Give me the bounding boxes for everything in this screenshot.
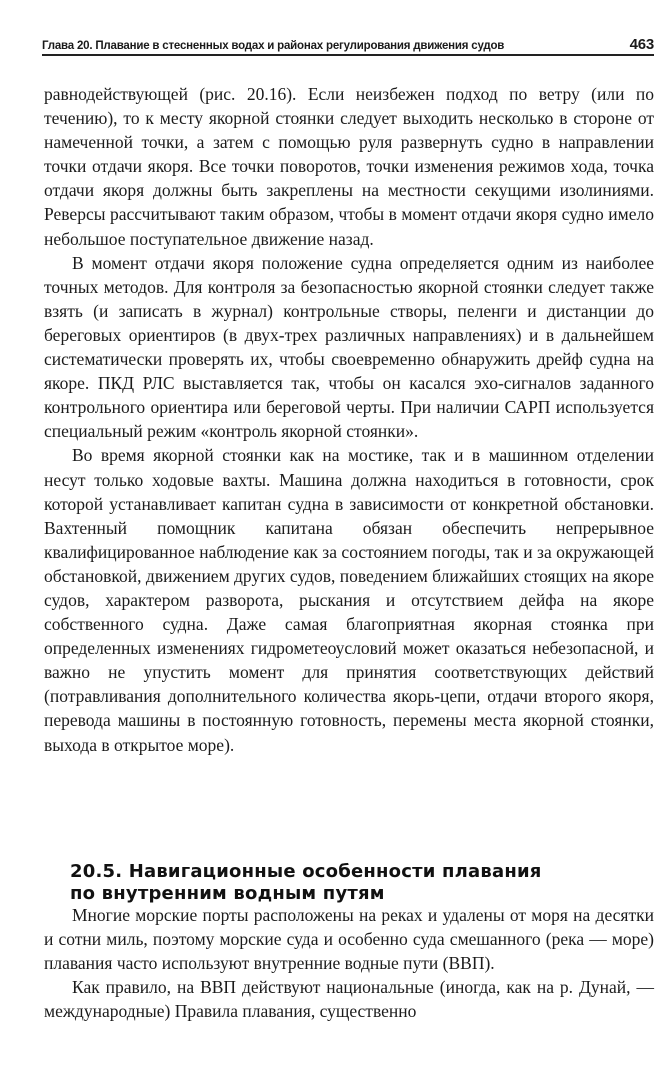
text-block-top bbox=[44, 82, 654, 757]
header-rule bbox=[42, 54, 654, 56]
paragraph-3: Во время якорной стоянки как на мостике, так и в машинном отделении несут только ходовые вахты. Машина должна находиться в готовности, срок которой устанавливает капитан судна в зависимости от конкретной обстановки. Вахтенный помощник капитана обязан обеспечить непрерывное квалифицированное наблюдение как за состоянием погоды, так и за окружающей обстановкой, движением других судов, поведением ближайших стоящих на якоре судов, характером разворота, рыскания и отсутствием дейфа на якоре собственного судна. Даже самая благоприятная якорная стоянка при определенных изменениях гидрометеоусловий может оказаться небезопасной, и важно не упустить момент для принятия соответствующих действий (потравливания дополнительного количества якорь-цепи, отдачи второго якоря, перевода машины в постоянную готовность, перемены места якорной стоянки, выхода в открытое море). bbox=[44, 445, 654, 755]
section-heading bbox=[70, 861, 650, 905]
paragraph-1: равнодействующей (рис. 20.16). Если неизбежен подход по ветру (или по течению), то к месту якорной стоянки следует выходить несколько в стороне от намеченной точки, а затем с помощью руля развернуть судно в направлении точки отдачи якоря. Все точки поворотов, точки изменения режимов хода, точка отдачи якоря должны быть закреплены на местности секущими изолиниями. Реверсы рассчитывают таким образом, чтобы в момент отдачи якоря судно имело небольшое поступательное движение назад. bbox=[44, 84, 654, 249]
page-number: 463 bbox=[629, 36, 654, 53]
paragraph-5: Как правило, на ВВП действуют национальные (иногда, как на р. Дунай, — международные) Правила плавания, существенно bbox=[44, 977, 654, 1022]
paragraph-2: В момент отдачи якоря положение судна определяется одним из наиболее точных методов. Для контроля за безопасностью якорной стоянки следует также взять (и записать в журнал) контрольные створы, пеленги и дистанции до береговых ориентиров (в двух-трех различных направлениях) и в дальнейшем систематически проверять их, чтобы своевременно обнаружить дрейф судна на якоре. ПКД РЛС выставляется так, чтобы он касался эхо-сигналов заданного контрольного ориентира или береговой черты. При наличии САРП используется специальный режим «контроль якорной стоянки». bbox=[44, 252, 654, 442]
running-header bbox=[42, 34, 654, 56]
chapter-title: Глава 20. Плавание в стесненных водах и районах регулирования движения судов bbox=[42, 40, 505, 52]
paragraph-4: Многие морские порты расположены на реках и удалены от моря на десятки и сотни миль, поэтому морские суда и особенно суда смешанного (река — море) плавания часто используют внутренние водные пути (ВВП). bbox=[44, 905, 654, 974]
section-heading-line-2: по внутренним водным путям bbox=[70, 883, 385, 904]
text-block-bottom bbox=[44, 903, 654, 1023]
section-heading-line-1: 20.5. Навигационные особенности плавания bbox=[70, 861, 542, 882]
